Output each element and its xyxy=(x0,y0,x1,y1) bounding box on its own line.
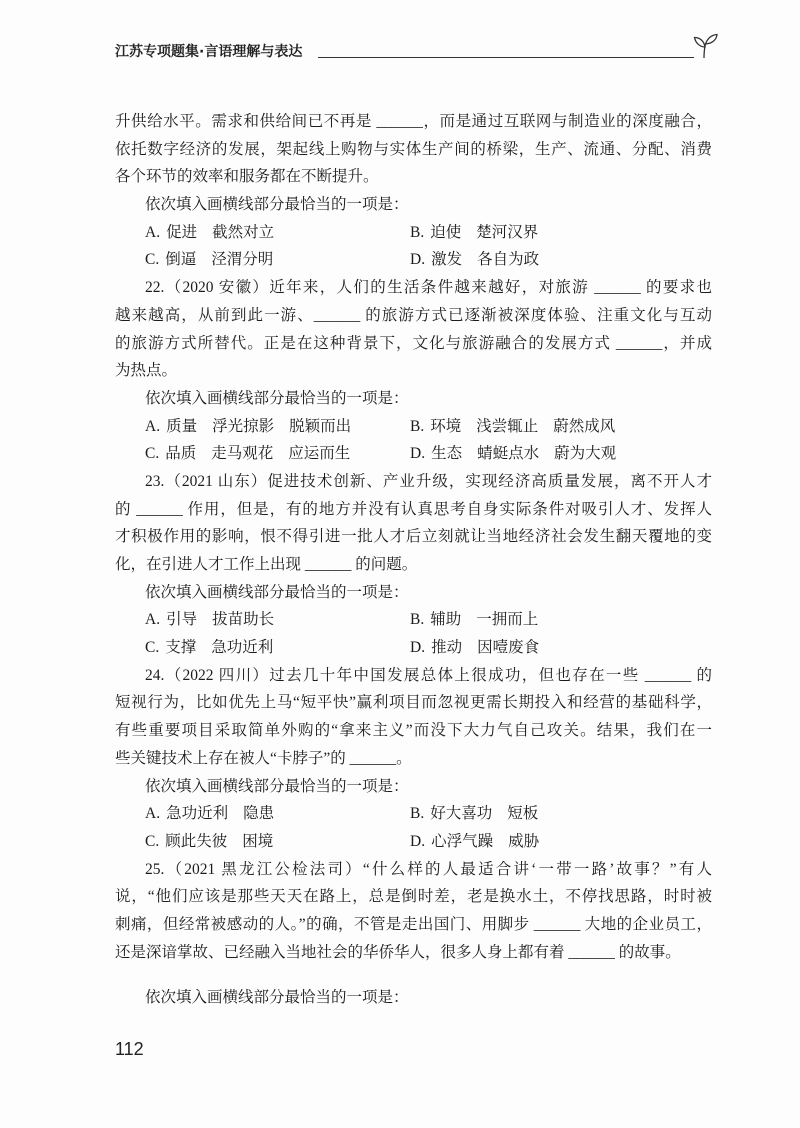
option-a xyxy=(145,606,410,634)
text-line: 24.（2022 四川）过去几十年中国发展总体上很成功，但也存在一些 ______ 的 xyxy=(145,666,712,684)
option-a xyxy=(145,413,410,441)
options-row xyxy=(115,219,712,247)
option-word: 威胁 xyxy=(508,832,540,850)
option-word: 泾渭分明 xyxy=(211,251,274,269)
option-word: 环境 xyxy=(430,417,462,435)
option-label: C. xyxy=(145,639,160,657)
option-label: C. xyxy=(145,251,160,269)
option-word: 质量 xyxy=(166,417,198,435)
option-word: 浮光掠影 xyxy=(212,417,275,435)
option-b xyxy=(410,413,675,441)
option-a xyxy=(145,219,410,247)
option-label: D. xyxy=(410,445,426,463)
option-word: 急功近利 xyxy=(166,805,229,823)
option-d xyxy=(410,828,675,856)
option-word: 品质 xyxy=(165,445,197,463)
text-line: 25.（2021 黑龙江公检法司）“什么样的人最适合讲‘一带一路’故事？”有人 xyxy=(145,860,712,878)
question-prompt: 依次填入画横线部分最恰当的一项是： xyxy=(145,389,409,407)
option-word: 截然对立 xyxy=(212,223,275,241)
text-line: 的 ______ 作用，但是，有的地方并没有认真思考自身实际条件对吸引人才、发挥人 xyxy=(115,500,712,518)
text-line: 短视行为，比如优先上马“短平快”赢利项目而忽视更需长期投入和经营的基础科学， xyxy=(115,694,712,712)
text-line: 各个环节的效率和服务都在不断提升。 xyxy=(115,168,379,186)
option-word: 推动 xyxy=(431,639,463,657)
option-word: 辅助 xyxy=(430,611,462,629)
text-line: 越来越高，从前到此一游、______ 的旅游方式已逐渐被深度体验、注重文化与互动 xyxy=(115,306,712,324)
option-label: B. xyxy=(410,223,425,241)
option-word: 迫使 xyxy=(430,223,462,241)
option-word: 拔苗助长 xyxy=(212,611,275,629)
option-word: 一拥而上 xyxy=(476,611,539,629)
text-line: 23.（2021 山东）促进技术创新、产业升级，实现经济高质量发展，离不开人才 xyxy=(145,472,712,490)
text-line: 22.（2020 安徽）近年来，人们的生活条件越来越好，对旅游 ______ 的要求也 xyxy=(145,279,712,297)
option-label: A. xyxy=(145,805,161,823)
text-line: 有些重要项目采取简单外购的“拿来主义”而没下大力气自己攻关。结果，我们在一 xyxy=(115,722,712,740)
question-21-continuation xyxy=(115,108,712,274)
option-word: 顾此失彼 xyxy=(165,832,228,850)
option-word: 浅尝辄止 xyxy=(476,417,539,435)
option-c xyxy=(145,246,410,274)
option-label: C. xyxy=(145,832,160,850)
option-word: 蔚然成风 xyxy=(553,417,616,435)
option-label: A. xyxy=(145,611,161,629)
question-prompt: 依次填入画横线部分最恰当的一项是： xyxy=(145,583,409,601)
option-word: 引导 xyxy=(166,611,198,629)
option-c xyxy=(145,440,410,468)
header-rule xyxy=(318,57,694,58)
option-word: 走马观花 xyxy=(211,445,274,463)
text-line: 升供给水平。需求和供给间已不再是 ______，而是通过互联网与制造业的深度融合， xyxy=(115,113,712,130)
option-label: B. xyxy=(410,611,425,629)
question-24 xyxy=(115,662,712,856)
option-word: 各自为政 xyxy=(477,251,540,269)
option-c xyxy=(145,634,410,662)
text-line: 为热点。 xyxy=(115,362,178,380)
option-word: 蜻蜓点水 xyxy=(477,445,540,463)
options-row xyxy=(115,440,712,468)
option-word: 支撑 xyxy=(165,639,197,657)
question-prompt: 依次填入画横线部分最恰当的一项是： xyxy=(145,989,409,1007)
option-label: C. xyxy=(145,445,160,463)
question-25 xyxy=(115,856,712,1012)
page-body xyxy=(115,108,712,1012)
option-label: A. xyxy=(145,223,161,241)
option-d xyxy=(410,440,675,468)
option-word: 隐患 xyxy=(243,805,275,823)
question-23 xyxy=(115,468,712,662)
options-row xyxy=(115,413,712,441)
text-line: 化，在引进人才工作上出现 ______ 的问题。 xyxy=(115,556,418,573)
question-22 xyxy=(115,274,712,468)
option-word: 脱颖而出 xyxy=(289,417,352,435)
option-word: 倒逼 xyxy=(165,251,197,269)
option-word: 促进 xyxy=(166,223,198,241)
option-word: 蔚为大观 xyxy=(554,445,617,463)
option-word: 因噎废食 xyxy=(477,639,540,657)
page-number: 112 xyxy=(115,1039,144,1059)
text-line: 刺痛，但经常被感动的人。”的确，不管是走出国门、用脚步 ______ 大地的企业员工， xyxy=(115,915,712,933)
option-label: D. xyxy=(410,639,426,657)
option-word: 急功近利 xyxy=(211,639,274,657)
text-line: 些关键技术上存在被人“卡脖子”的 ______。 xyxy=(115,749,412,767)
text-line: 说，“他们应该是那些天天在路上，总是倒时差，老是换水土，不停找思路，时时被 xyxy=(115,888,712,906)
option-a xyxy=(145,800,410,828)
text-line: 的旅游方式所替代。正是在这种背景下，文化与旅游融合的发展方式 ______，并成 xyxy=(115,334,712,352)
option-label: B. xyxy=(410,805,425,823)
text-line: 依托数字经济的发展，架起线上购物与实体生产间的桥梁，生产、流通、分配、消费 xyxy=(115,140,712,158)
options-row xyxy=(115,800,712,828)
question-prompt: 依次填入画横线部分最恰当的一项是： xyxy=(145,196,409,214)
option-b xyxy=(410,800,675,828)
options-row xyxy=(115,828,712,856)
option-b xyxy=(410,219,675,247)
sprout-icon xyxy=(690,30,720,60)
option-word: 应运而生 xyxy=(288,445,351,463)
text-line: 还是深谙掌故、已经融入当地社会的华侨华人，很多人身上都有着 ______ 的故事。 xyxy=(115,943,681,961)
option-word: 短板 xyxy=(507,805,539,823)
option-d xyxy=(410,246,675,274)
option-label: D. xyxy=(410,832,426,850)
option-word: 困境 xyxy=(242,832,274,850)
option-d xyxy=(410,634,675,662)
option-b xyxy=(410,606,675,634)
option-c xyxy=(145,828,410,856)
option-label: B. xyxy=(410,417,425,435)
text-line: 才积极作用的影响，恨不得引进一批人才后立刻就让当地经济社会发生翻天覆地的变 xyxy=(115,528,712,546)
options-row xyxy=(115,634,712,662)
option-label: A. xyxy=(145,417,161,435)
option-word: 生态 xyxy=(431,445,463,463)
option-label: D. xyxy=(410,251,426,269)
option-word: 心浮气躁 xyxy=(431,832,494,850)
option-word: 楚河汉界 xyxy=(476,223,539,241)
option-word: 激发 xyxy=(431,251,463,269)
header-title: 江苏专项题集·言语理解与表达 xyxy=(115,44,303,60)
question-prompt: 依次填入画横线部分最恰当的一项是： xyxy=(145,777,409,795)
options-row xyxy=(115,606,712,634)
options-row xyxy=(115,246,712,274)
option-word: 好大喜功 xyxy=(430,805,493,823)
